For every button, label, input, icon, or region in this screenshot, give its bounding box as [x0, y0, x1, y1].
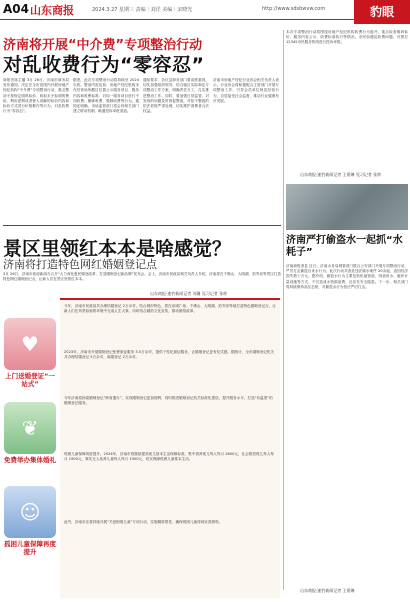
story1-col1: 商报首席主播 3月 26日，济南市商务局发布通知，决定在全市范围内开展房地产经纪机构“中介费”专项整治行动，重点整治不按规定明码标价、收取未予标明的费用、利用虚假或者使人误解的标价内容和标价方式进行价格欺诈等行为，对乱收费行为“零容忍”。	[3, 78, 69, 114]
paper-name: 山东商报	[30, 4, 74, 17]
flower-icon: ❦	[4, 402, 56, 454]
story1-kicker: 济南将开展“中介费”专项整治行动	[3, 38, 203, 53]
info-panel-rule	[60, 298, 280, 300]
section-label: 豹眼	[354, 0, 410, 24]
story1-col3: 通知要求，各区县商务部门要高度重视，切实加强组织领导，结合辖区实际制定专项整治工作方案，明确责任分工，扎实推进整治工作。同时，要加强日常监管，对发现的问题及时督促整改，对拒不整改的依法依规严肃处理，切实维护消费者合法权益。	[143, 78, 209, 114]
side-story-title: 济南严打偷盗水一起抓“水耗子”	[286, 235, 403, 258]
masthead	[0, 0, 410, 20]
tag-group-wedding: ❦ 免费举办集体婚礼	[4, 402, 56, 464]
side-story-byline: 山东商报·速豹新闻记者 王建琳	[300, 588, 355, 593]
sidebar-top-byline: 山东商报·速豹新闻记者 王建琳 见习记者 张梓	[300, 172, 382, 177]
issue-meta: 2024.3.27 星期三 责编｜刘洋 美编｜宋晓光	[92, 7, 193, 13]
story1-col2: 据悉，此次专项整治行动将持续至 2024年底。整治内容包括：房地产经纪机构未在经营场所醒目位置公示服务项目、服务内容和收费标准；对同一服务项目进行不同收费；捆绑收费、强制收费等行为。通知还明确，市场监管部门将会同相关部门建立联动机制，畅通投诉举报渠道。	[73, 78, 139, 114]
child-icon: ☺	[4, 486, 56, 538]
story1-headline: 对乱收费行为“零容忍”	[3, 54, 205, 76]
panel-p4: 孤困儿童保障再度提升。2024年，济南市将继续提高孤儿基本生活保障标准，集中供养孤儿每人每月 2600元，社会散居孤儿每人每月 1900元，事实无人抚养儿童每人每月 1900元，切实保障孤困儿童基本生活。	[64, 452, 274, 462]
panel-p2: 2023年，济南市开展婚姻登记免费颁证服务 3.5万余对，提供个性化颁证服务，让婚姻登记更有仪式感。据统计，全市婚姻登记机关共办理结婚登记 5万余对，离婚登记 2万余对。	[64, 350, 275, 360]
story1-col4: 济南市房地产经纪行业协会相关负责人表示，行业协会将积极配合主管部门开展专项整治工作，引导会员单位规范经营行为，自觉接受社会监督，推动行业健康有序发展。	[213, 78, 279, 103]
heart-icon: ♥	[4, 318, 56, 370]
column-divider	[283, 30, 284, 590]
paper-url[interactable]: http://www.sdsbwvw.com	[262, 6, 326, 12]
tag-wedding-registration: ♥ 上门送婚登证“一站式”	[4, 318, 56, 388]
story2-subhead: 济南将打造特色网红婚姻登记点	[3, 258, 157, 271]
panel-p1: 今年，济南市民政局共办理结婚登记 2万余对。结合城市特色，将在泉城广场、千佛山、大明湖、趵突泉等地打造特色婚姻登记点，让新人们在风景如画的环境中完成人生大事，同时结合婚俗文化宣传，推动婚俗改革。	[64, 304, 276, 314]
story-divider	[3, 225, 281, 226]
story2-intro: 3月 26日，济南市政府新闻办召开“大力深化惠民婚登改革，打造婚姻登记新品牌”发布会。会上，济南市民政局相关负责人介绍，济南将在千佛山、大明湖、趵突泉等景区打造特色网红婚姻登记点，让新人们在景区里领红本本。	[3, 272, 281, 282]
panel-p3: 今年济南将探索婚姻登记“跨省通办”，实现婚姻登记更加便利，同时推进婚姻登记机关标准化建设，提升服务水平，打造“有温度”的婚姻登记服务。	[64, 396, 273, 406]
story2-headline: 景区里领红本本是啥感觉？	[3, 238, 232, 260]
side-story-text: 济南商报消息 近日，济南水务局城管部门联合公安部门开展专项整治行动，严厉打击偷盗自来水行为。此次行动共查处违法偷水案件 20余起，追回经济损失数十万元。据介绍，偷盗水行为主要包括私接管道、绕表用水、破坏计量设施等方式，不仅造成水资源浪费，还存在安全隐患。下一步，相关部门将持续保持高压态势，对偷盗水行为依法严厉打击。	[286, 264, 408, 289]
sidebar-top-text: 本次专项整治行动将围绕房地产经纪机构收费行为展开，重点检查明码标价、服务内容公示、收费标准执行等情况。市民如遇乱收费问题，可拨打 12345市民服务热线进行投诉举报。	[286, 30, 408, 45]
panel-p5: 此外，济南市还将持续开展“关爱困境儿童”专项行动，实施精准帮扶，确保孤困儿童得到妥善照料。	[64, 520, 223, 524]
side-story-photo	[286, 184, 408, 230]
tag-children-protection: ☺ 孤困儿童保障再度提升	[4, 486, 56, 556]
page-number: A04	[3, 2, 29, 16]
story2-byline: 山东商报·速豹新闻记者 刘珊 见习记者 张梓	[150, 291, 228, 296]
